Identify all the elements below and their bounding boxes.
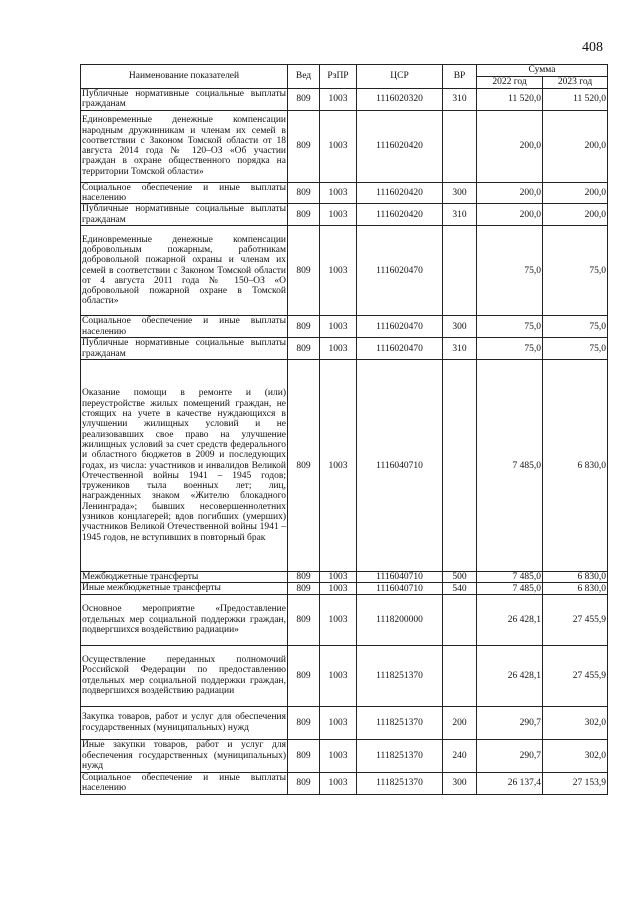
cell-csr: 1116040710 [357, 572, 443, 583]
cell-sum-2022: 26 428,1 [477, 594, 543, 645]
cell-name: Иные межбюджетные трансферты [81, 583, 288, 594]
cell-ved: 809 [288, 204, 320, 226]
budget-table [80, 64, 608, 795]
cell-sum-2023: 200,0 [543, 110, 608, 182]
header-csr: ЦСР [357, 65, 443, 89]
table-row [81, 594, 608, 645]
cell-name: Социальное обеспечение и иные выплаты населению [82, 316, 286, 337]
cell-csr: 1116020320 [357, 89, 443, 111]
cell-name: Единовременные денежные компенсации народным дружинникам и членам их семей в соответствии с Законом Томской области от 18 августа 2014 года № 120–ОЗ «Об участии граждан в охране общественного порядка на территории Томской области» [81, 110, 288, 182]
cell-rzpr: 1003 [320, 89, 357, 111]
cell-name: Единовременные денежные компенсации добровольным пожарным, работникам добровольной пожарной охраны и членам их семей в соответствии с Законом Томской области от 4 августа 2011 года № 150–ОЗ «О добровольной пожарной охране в Томской области» [81, 226, 288, 316]
cell-name: Публичные нормативные социальные выплаты гражданам [82, 89, 286, 110]
cell-vr: 200 [443, 706, 477, 739]
cell-sum-2023: 302,0 [543, 739, 608, 772]
table-row [81, 89, 608, 111]
cell-rzpr: 1003 [320, 182, 357, 204]
cell-sum-2022: 7 485,0 [477, 360, 543, 572]
cell-sum-2022: 26 137,4 [477, 772, 543, 794]
cell-name: Закупка товаров, работ и услуг для обеспечения государственных (муниципальных) нужд [81, 706, 288, 739]
cell-vr [443, 360, 477, 572]
cell-sum-2023: 27 455,9 [543, 645, 608, 706]
table-body [81, 89, 608, 795]
cell-sum-2023: 6 830,0 [543, 583, 608, 594]
cell-sum-2023: 11 520,0 [543, 89, 608, 111]
header-rzpr: РзПР [320, 65, 357, 89]
cell-sum-2022: 290,7 [477, 706, 543, 739]
cell-sum-2023: 27 455,9 [543, 594, 608, 645]
table-row [81, 772, 608, 794]
cell-csr: 1118200000 [357, 594, 443, 645]
cell-rzpr: 1003 [320, 645, 357, 706]
cell-csr: 1116020420 [357, 110, 443, 182]
cell-csr: 1118251370 [357, 739, 443, 772]
cell-vr: 540 [443, 583, 477, 594]
cell-csr: 1116020420 [357, 204, 443, 226]
cell-csr: 1118251370 [357, 706, 443, 739]
cell-ved: 809 [288, 706, 320, 739]
cell-sum-2022: 75,0 [477, 226, 543, 316]
cell-csr: 1118251370 [357, 772, 443, 794]
cell-vr: 310 [443, 338, 477, 360]
cell-ved: 809 [288, 226, 320, 316]
cell-name: Иные закупки товаров, работ и услуг для обеспечения государственных (муниципальных) нужд [82, 740, 286, 771]
cell-rzpr: 1003 [320, 772, 357, 794]
cell-vr: 300 [443, 772, 477, 794]
cell-ved: 809 [288, 338, 320, 360]
cell-rzpr: 1003 [320, 706, 357, 739]
cell-ved: 809 [288, 772, 320, 794]
table-row [81, 583, 608, 594]
table-row [81, 360, 608, 572]
cell-sum-2022: 200,0 [477, 204, 543, 226]
cell-sum-2023: 200,0 [543, 204, 608, 226]
cell-csr: 1116040710 [357, 583, 443, 594]
page-number: 408 [582, 40, 603, 55]
table-row [81, 572, 608, 583]
cell-sum-2022: 11 520,0 [477, 89, 543, 111]
cell-vr [443, 226, 477, 316]
cell-sum-2022: 75,0 [477, 338, 543, 360]
cell-sum-2022: 200,0 [477, 182, 543, 204]
cell-sum-2023: 6 830,0 [543, 572, 608, 583]
cell-ved: 809 [288, 360, 320, 572]
cell-ved: 809 [288, 182, 320, 204]
cell-csr: 1116020470 [357, 338, 443, 360]
header-year-2022: 2022 год [477, 77, 543, 89]
cell-name: Осуществление переданных полномочий Российской Федерации по предоставлению отдельных мер социальной поддержки граждан, подвергшихся воздействию радиации [81, 645, 288, 706]
cell-name: Межбюджетные трансферты [81, 572, 288, 583]
header-name: Наименование показателей [81, 65, 288, 89]
cell-sum-2023: 75,0 [543, 338, 608, 360]
cell-vr [443, 110, 477, 182]
cell-rzpr: 1003 [320, 204, 357, 226]
cell-ved: 809 [288, 89, 320, 111]
table-row [81, 739, 608, 772]
cell-name: Публичные нормативные социальные выплаты гражданам [82, 204, 286, 225]
cell-vr [443, 594, 477, 645]
table-row [81, 226, 608, 316]
cell-name: Социальное обеспечение и иные выплаты населению [82, 182, 286, 203]
cell-vr: 300 [443, 316, 477, 338]
cell-sum-2022: 200,0 [477, 110, 543, 182]
table-row [81, 338, 608, 360]
cell-sum-2023: 6 830,0 [543, 360, 608, 572]
header-year-2023: 2023 год [543, 77, 608, 89]
cell-rzpr: 1003 [320, 226, 357, 316]
header-sum: Сумма [477, 65, 608, 77]
cell-rzpr: 1003 [320, 583, 357, 594]
cell-name: Основное мероприятие «Предоставление отдельных мер социальной поддержки граждан, подвергшихся воздействию радиации» [81, 594, 288, 645]
table-row [81, 204, 608, 226]
cell-csr: 1118251370 [357, 645, 443, 706]
cell-name: Оказание помощи в ремонте и (или) переустройстве жилых помещений граждан, не стоящих на учете в качестве нуждающихся в улучшении жилищных условий и не реализовавших свое право на улучшение жилищных условий за счет средств федерального и областного бюджетов в 2009 и последующих годах, из числа: участников и инвалидов Великой Отечественной войны 1941 – 1945 годов; тружеников тыла военных лет; лиц, награжденных знаком «Жителю блокадного Ленинграда»; бывших несовершеннолетних узников концлагерей; вдов погибших (умерших) участников Великой Отечественной войны 1941 – 1945 годов, не вступивших в повторный брак [81, 360, 288, 572]
cell-sum-2022: 26 428,1 [477, 645, 543, 706]
cell-rzpr: 1003 [320, 110, 357, 182]
cell-rzpr: 1003 [320, 338, 357, 360]
cell-ved: 809 [288, 110, 320, 182]
cell-sum-2023: 27 153,9 [543, 772, 608, 794]
header-vr: ВР [443, 65, 477, 89]
cell-sum-2023: 302,0 [543, 706, 608, 739]
cell-vr: 300 [443, 182, 477, 204]
cell-vr [443, 645, 477, 706]
cell-csr: 1116020470 [357, 316, 443, 338]
cell-ved: 809 [288, 316, 320, 338]
cell-vr: 310 [443, 204, 477, 226]
cell-sum-2022: 7 485,0 [477, 572, 543, 583]
cell-sum-2022: 75,0 [477, 316, 543, 338]
cell-rzpr: 1003 [320, 594, 357, 645]
table-row [81, 645, 608, 706]
cell-vr: 240 [443, 739, 477, 772]
table-row [81, 182, 608, 204]
table-header [81, 65, 608, 89]
cell-csr: 1116040710 [357, 360, 443, 572]
cell-sum-2022: 290,7 [477, 739, 543, 772]
table-row [81, 706, 608, 739]
cell-vr: 310 [443, 89, 477, 111]
table-row [81, 316, 608, 338]
table-row [81, 110, 608, 182]
cell-sum-2023: 75,0 [543, 226, 608, 316]
cell-vr: 500 [443, 572, 477, 583]
cell-ved: 809 [288, 739, 320, 772]
cell-csr: 1116020470 [357, 226, 443, 316]
header-ved: Вед [288, 65, 320, 89]
cell-sum-2022: 7 485,0 [477, 583, 543, 594]
cell-rzpr: 1003 [320, 572, 357, 583]
cell-sum-2023: 200,0 [543, 182, 608, 204]
cell-rzpr: 1003 [320, 360, 357, 572]
cell-name: Социальное обеспечение и иные выплаты населению [82, 772, 286, 794]
cell-sum-2023: 75,0 [543, 316, 608, 338]
cell-ved: 809 [288, 594, 320, 645]
cell-ved: 809 [288, 572, 320, 583]
cell-ved: 809 [288, 645, 320, 706]
cell-csr: 1116020420 [357, 182, 443, 204]
cell-rzpr: 1003 [320, 739, 357, 772]
cell-name: Публичные нормативные социальные выплаты гражданам [82, 338, 286, 359]
cell-rzpr: 1003 [320, 316, 357, 338]
cell-ved: 809 [288, 583, 320, 594]
